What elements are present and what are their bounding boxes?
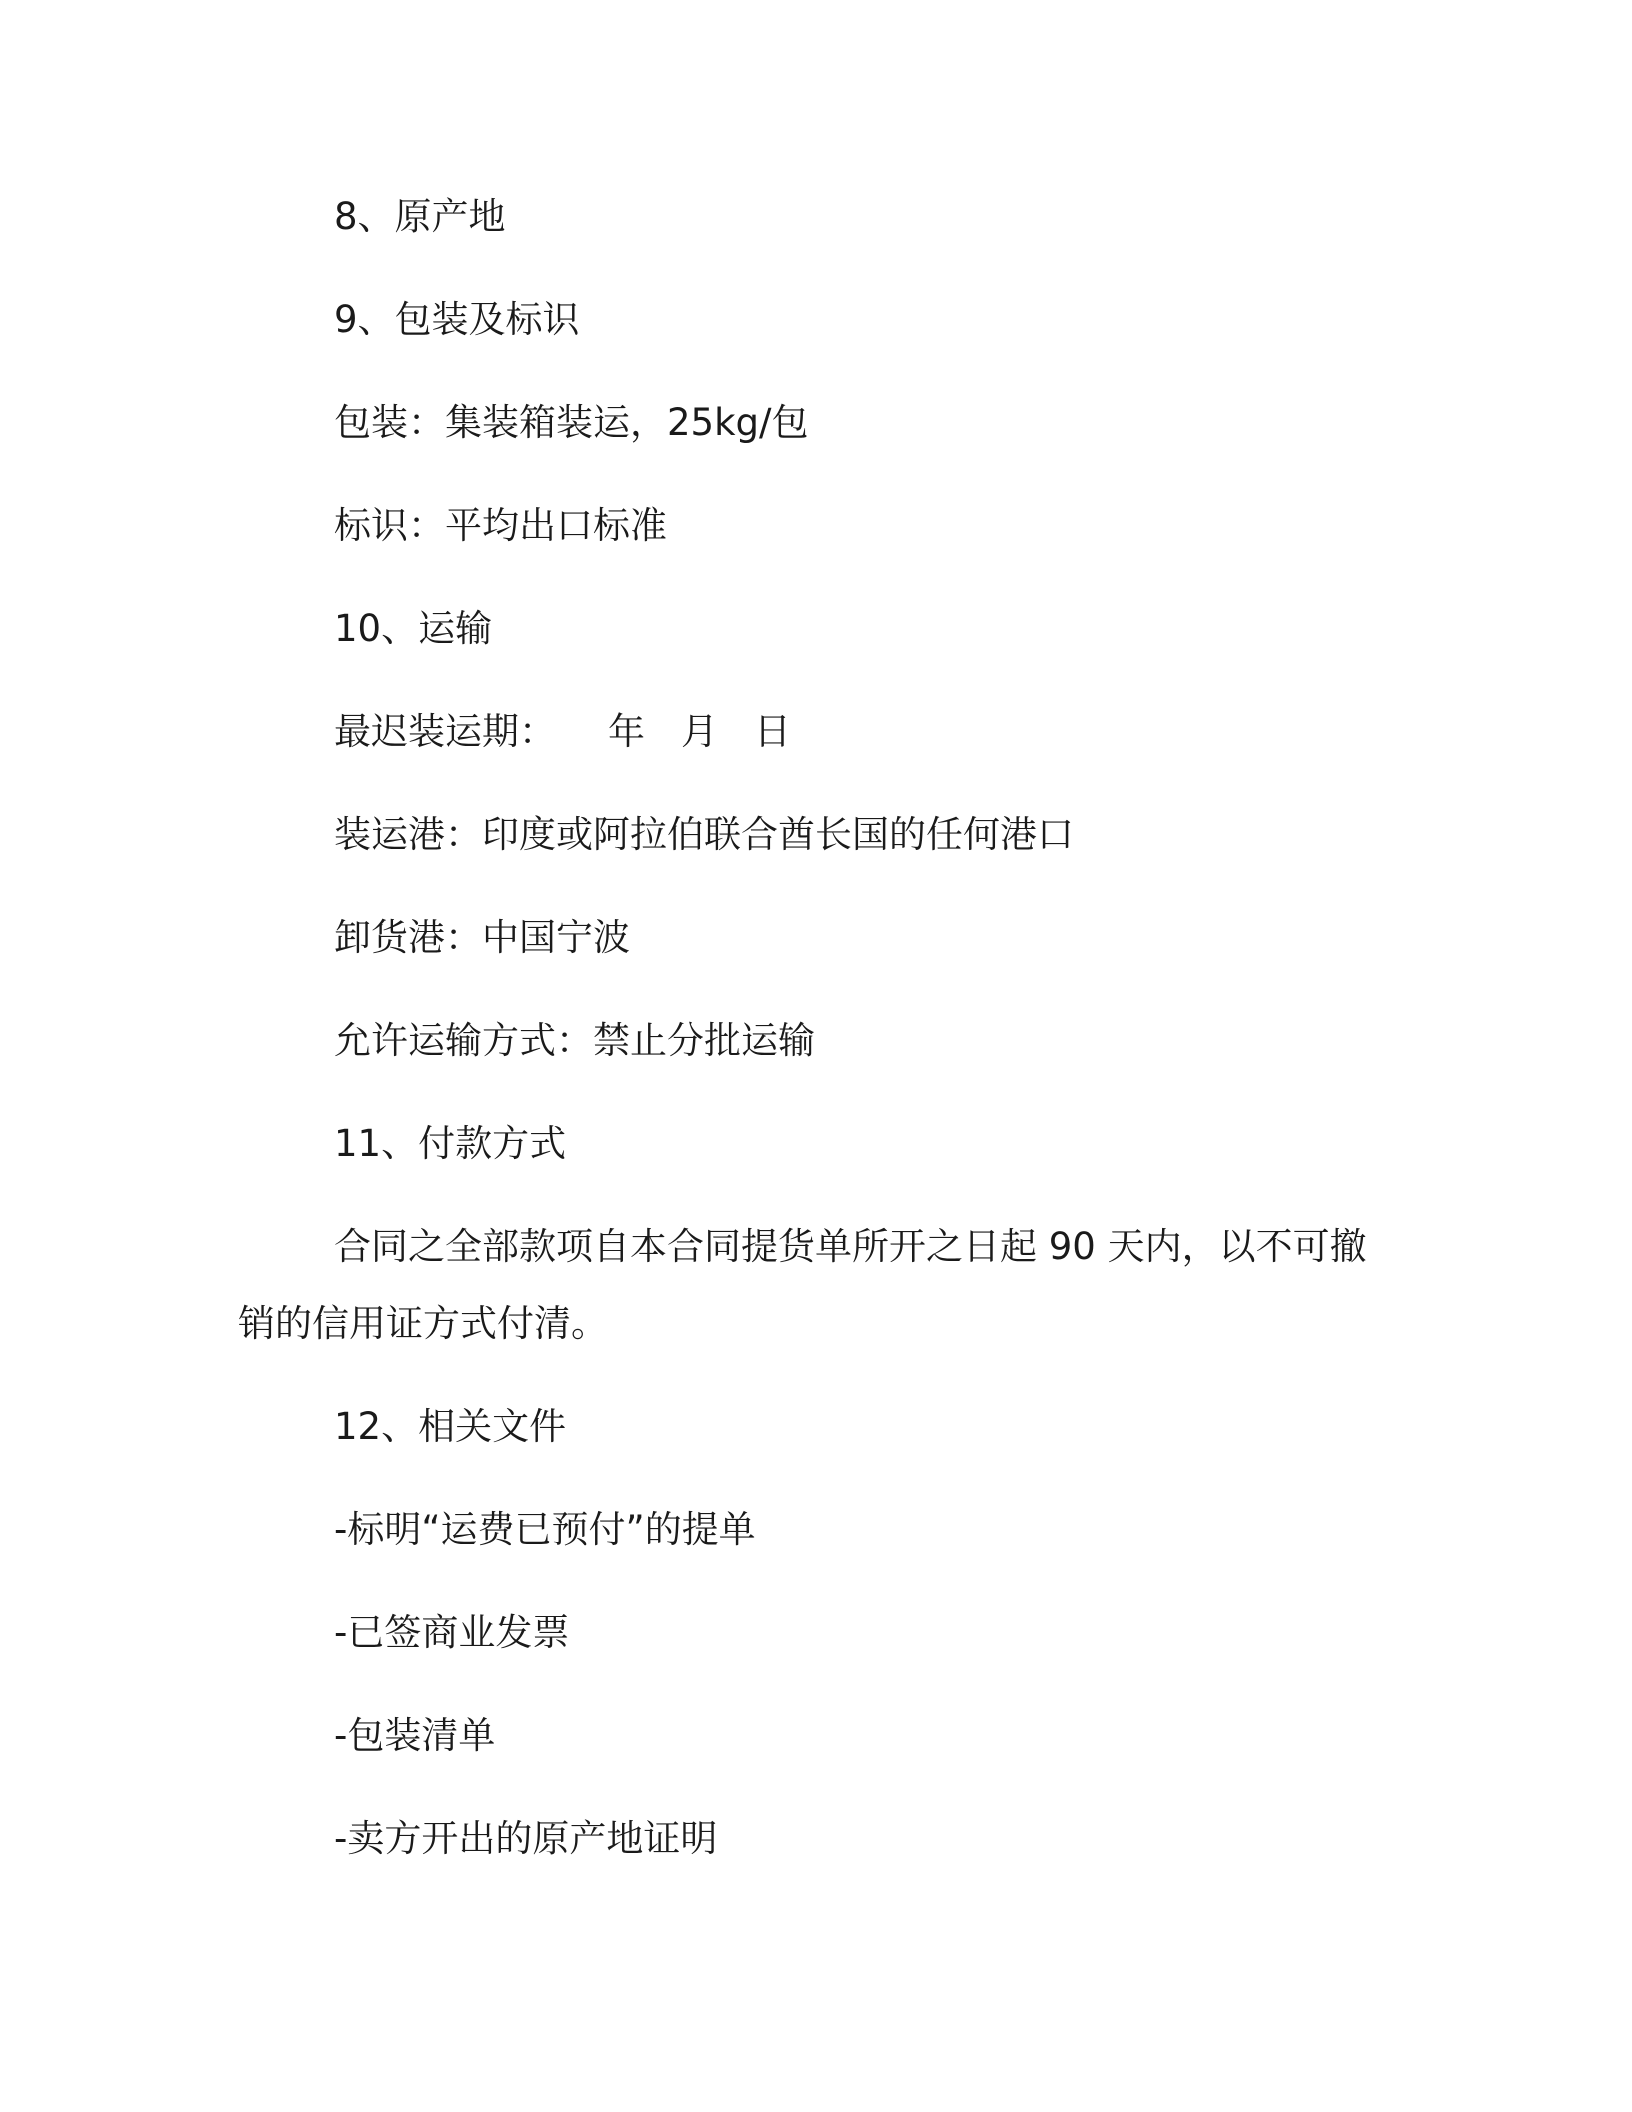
section-transport-heading: 10、运输: [334, 607, 493, 650]
document-item-bill-of-lading: -标明“运费已预付”的提单: [334, 1508, 756, 1551]
document-item-certificate-of-origin: -卖方开出的原产地证明: [334, 1817, 718, 1860]
document-item-packing-list: -包装清单: [334, 1714, 496, 1757]
loading-port-line: 装运港：印度或阿拉伯联合酋长国的任何港口: [334, 813, 1074, 856]
section-payment-heading: 11、付款方式: [334, 1122, 567, 1165]
section-packing-heading: 9、包装及标识: [334, 298, 580, 341]
section-documents-heading: 12、相关文件: [334, 1405, 567, 1448]
date-day: 日: [754, 710, 791, 753]
date-year: 年: [608, 710, 645, 753]
transport-mode-line: 允许运输方式：禁止分批运输: [334, 1019, 815, 1062]
latest-shipment-label: 最迟装运期：: [334, 710, 556, 753]
latest-shipment-line: [334, 693, 1394, 770]
payment-paragraph: 合同之全部款项自本合同提货单所开之日起 90 天内，以不可撤销的信用证方式付清。: [238, 1225, 1367, 1345]
section-origin-heading: 8、原产地: [334, 195, 506, 238]
discharge-port-line: 卸货港：中国宁波: [334, 916, 630, 959]
marking-line: 标识：平均出口标准: [334, 504, 667, 547]
document-item-commercial-invoice: -已签商业发票: [334, 1611, 570, 1654]
date-month: 月: [681, 710, 718, 753]
packing-line: 包装：集装箱装运，25kg/包: [334, 401, 809, 444]
